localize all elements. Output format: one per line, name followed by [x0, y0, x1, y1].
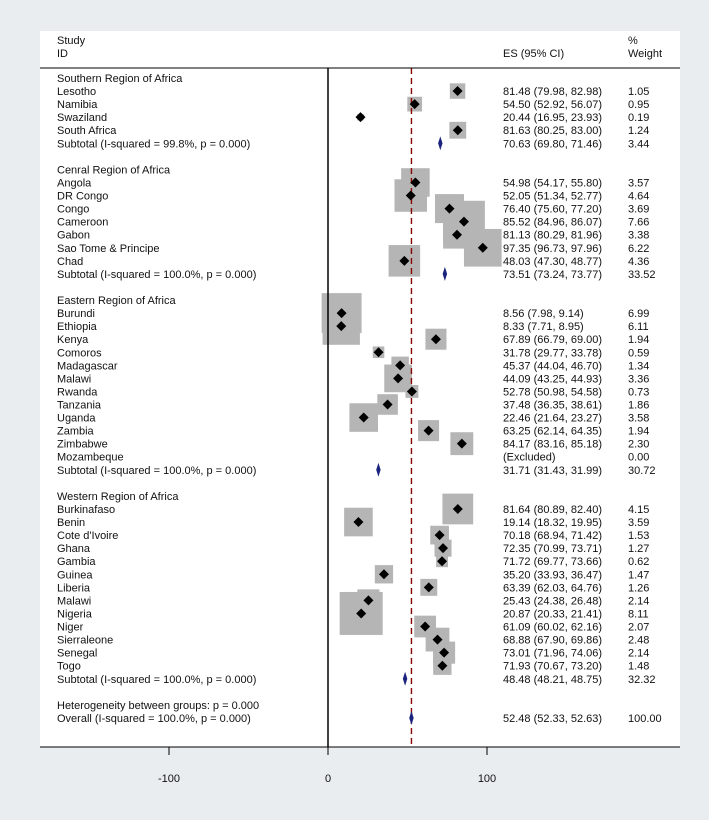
weight-value: 32.32 — [628, 673, 656, 686]
weight-value: 2.48 — [628, 634, 650, 647]
x-axis — [158, 747, 496, 785]
es-ci-value: 67.89 (66.79, 69.00) — [503, 334, 603, 347]
weight-value: 2.14 — [628, 595, 650, 608]
weight-value: 0.95 — [628, 99, 650, 112]
study-name: Angola — [57, 177, 92, 190]
weight-value: 100.00 — [628, 712, 662, 725]
header-es: ES (95% CI) — [503, 48, 565, 60]
weight-value: 3.57 — [628, 177, 650, 190]
es-ci-value: 71.93 (70.67, 73.20) — [503, 660, 603, 673]
es-ci-value: 73.51 (73.24, 73.77) — [503, 268, 603, 281]
es-ci-value: 54.50 (52.92, 56.07) — [503, 99, 603, 112]
es-ci-value: 70.18 (68.94, 71.42) — [503, 530, 603, 543]
subtotal-label: Subtotal (I-squared = 100.0%, p = 0.000) — [57, 673, 257, 686]
es-ci-value: 25.43 (24.38, 26.48) — [503, 595, 603, 608]
weight-value: 4.64 — [628, 190, 650, 203]
es-ci-value: 84.17 (83.16, 85.18) — [503, 438, 603, 451]
es-ci-value: 81.13 (80.29, 81.96) — [503, 229, 603, 242]
study-name: Uganda — [57, 412, 96, 425]
group-header: Western Region of Africa — [57, 490, 179, 503]
group-header: Eastern Region of Africa — [57, 295, 176, 308]
es-ci-value: 20.44 (16.95, 23.93) — [503, 112, 603, 125]
study-name: Comoros — [57, 347, 102, 360]
study-name: Sierraleone — [57, 634, 114, 647]
es-ci-value: 31.78 (29.77, 33.78) — [503, 347, 603, 360]
weight-value: 3.59 — [628, 517, 650, 530]
weight-value: 4.36 — [628, 255, 650, 268]
weight-value: 0.62 — [628, 556, 650, 569]
weight-value: 1.53 — [628, 530, 650, 543]
es-ci-value: 81.63 (80.25, 83.00) — [503, 125, 603, 138]
study-name: Namibia — [57, 99, 98, 112]
weight-value: 1.05 — [628, 86, 650, 99]
study-name: Nigeria — [57, 608, 92, 621]
study-name: Madagascar — [57, 360, 118, 373]
es-ci-value: 85.52 (84.96, 86.07) — [503, 216, 603, 229]
weight-value: 2.30 — [628, 438, 650, 451]
study-name: Lesotho — [57, 86, 97, 99]
weight-value: 3.69 — [628, 203, 650, 216]
x-tick-label: -100 — [157, 773, 181, 785]
es-ci-value: 70.63 (69.80, 71.46) — [503, 138, 603, 151]
weight-value: 1.94 — [628, 425, 650, 438]
study-name: Zambia — [57, 425, 94, 438]
group-header: Southern Region of Africa — [57, 73, 183, 85]
weight-value: 8.11 — [628, 608, 649, 621]
weight-value: 3.38 — [628, 229, 650, 242]
study-name: Sao Tome & Principe — [57, 242, 160, 255]
weight-value: 1.48 — [628, 660, 650, 673]
es-ci-value: 8.56 (7.98, 9.14) — [503, 308, 584, 321]
weight-value: 1.26 — [628, 582, 650, 595]
es-ci-value: 20.87 (20.33, 21.41) — [503, 608, 603, 621]
study-name: Cote d'Ivoire — [57, 530, 119, 543]
study-name: South Africa — [57, 125, 117, 138]
es-ci-value: (Excluded) — [503, 451, 556, 464]
study-name: Ghana — [57, 543, 91, 556]
study-name: Ethiopia — [57, 321, 97, 334]
group-header: Cenral Region of Africa — [57, 164, 171, 177]
weight-value: 6.11 — [628, 321, 649, 334]
weight-value: 2.14 — [628, 647, 650, 660]
study-name: Togo — [57, 660, 81, 673]
weight-value: 1.86 — [628, 399, 650, 412]
study-name: Kenya — [57, 334, 89, 347]
es-ci-value: 31.71 (31.43, 31.99) — [503, 464, 603, 477]
es-ci-value: 44.09 (43.25, 44.93) — [503, 373, 603, 386]
weight-value: 3.36 — [628, 373, 650, 386]
es-ci-value: 52.78 (50.98, 54.58) — [503, 386, 603, 399]
study-name: Chad — [57, 255, 84, 268]
es-ci-value: 76.40 (75.60, 77.20) — [503, 203, 603, 216]
overall-label: Overall (I-squared = 100.0%, p = 0.000) — [57, 712, 251, 725]
study-name: Liberia — [57, 582, 91, 595]
subtotal-label: Subtotal (I-squared = 99.8%, p = 0.000) — [57, 138, 251, 151]
es-ci-value: 72.35 (70.99, 73.71) — [503, 543, 603, 556]
es-ci-value: 71.72 (69.77, 73.66) — [503, 556, 603, 569]
x-tick-label: 100 — [477, 773, 497, 785]
header-study: Study — [57, 35, 86, 47]
study-name: Gambia — [57, 556, 96, 569]
es-ci-value: 81.48 (79.98, 82.98) — [503, 86, 603, 99]
weight-value: 0.59 — [628, 347, 650, 360]
study-name: Niger — [57, 621, 84, 634]
es-ci-value: 81.64 (80.89, 82.40) — [503, 503, 603, 516]
study-name: Burundi — [57, 308, 95, 321]
x-tick-label: 0 — [324, 773, 332, 785]
weight-value: 3.44 — [628, 138, 650, 151]
weight-value: 1.94 — [628, 334, 650, 347]
weight-value: 1.27 — [628, 543, 650, 556]
study-name: Malawi — [57, 595, 92, 608]
study-name: Senegal — [57, 647, 98, 660]
header-pct: % — [628, 35, 638, 47]
weight-value: 1.47 — [628, 569, 650, 582]
study-name: DR Congo — [57, 190, 109, 203]
weight-value: 4.15 — [628, 503, 650, 516]
es-ci-value: 48.48 (48.21, 48.75) — [503, 673, 603, 686]
weight-value: 6.22 — [628, 242, 650, 255]
header-id: ID — [57, 48, 68, 60]
study-name: Swaziland — [57, 112, 108, 125]
es-ci-value: 97.35 (96.73, 97.96) — [503, 242, 603, 255]
study-name: Rwanda — [57, 386, 98, 399]
es-ci-value: 22.46 (21.64, 23.27) — [503, 412, 603, 425]
weight-value: 0.00 — [628, 451, 650, 464]
weight-value: 6.99 — [628, 308, 650, 321]
es-ci-value: 63.25 (62.14, 64.35) — [503, 425, 603, 438]
study-name: Mozambeque — [57, 451, 124, 464]
study-name: Gabon — [57, 229, 91, 242]
weight-value: 7.66 — [628, 216, 650, 229]
es-ci-value: 68.88 (67.90, 69.86) — [503, 634, 603, 647]
es-ci-value: 52.05 (51.34, 52.77) — [503, 190, 603, 203]
study-name: Zimbabwe — [57, 438, 108, 451]
es-ci-value: 54.98 (54.17, 55.80) — [503, 177, 603, 190]
weight-value: 1.34 — [628, 360, 650, 373]
es-ci-value: 45.37 (44.04, 46.70) — [503, 360, 603, 373]
weight-value: 30.72 — [628, 464, 656, 477]
es-ci-value: 37.48 (36.35, 38.61) — [503, 399, 603, 412]
es-ci-value: 19.14 (18.32, 19.95) — [503, 517, 603, 530]
weight-value: 3.58 — [628, 412, 650, 425]
study-name: Congo — [57, 203, 90, 216]
heterogeneity-text: Heterogeneity between groups: p = 0.000 — [57, 699, 260, 712]
header-weight: Weight — [628, 48, 663, 60]
es-ci-value: 8.33 (7.71, 8.95) — [503, 321, 584, 334]
study-name: Benin — [57, 517, 86, 530]
es-ci-value: 63.39 (62.03, 64.76) — [503, 582, 603, 595]
es-ci-value: 48.03 (47.30, 48.77) — [503, 255, 603, 268]
weight-value: 0.19 — [628, 112, 650, 125]
es-ci-value: 61.09 (60.02, 62.16) — [503, 621, 603, 634]
es-ci-value: 35.20 (33.93, 36.47) — [503, 569, 603, 582]
weight-value: 1.24 — [628, 125, 650, 138]
study-name: Malawi — [57, 373, 92, 386]
study-name: Cameroon — [57, 216, 109, 229]
es-ci-value: 73.01 (71.96, 74.06) — [503, 647, 603, 660]
weight-value: 2.07 — [628, 621, 650, 634]
study-name: Burkinafaso — [57, 503, 116, 516]
subtotal-label: Subtotal (I-squared = 100.0%, p = 0.000) — [57, 268, 257, 281]
es-ci-value: 52.48 (52.33, 52.63) — [503, 712, 603, 725]
study-name: Tanzania — [57, 399, 102, 412]
study-name: Guinea — [57, 569, 93, 582]
weight-value: 33.52 — [628, 268, 656, 281]
weight-value: 0.73 — [628, 386, 650, 399]
subtotal-label: Subtotal (I-squared = 100.0%, p = 0.000) — [57, 464, 257, 477]
